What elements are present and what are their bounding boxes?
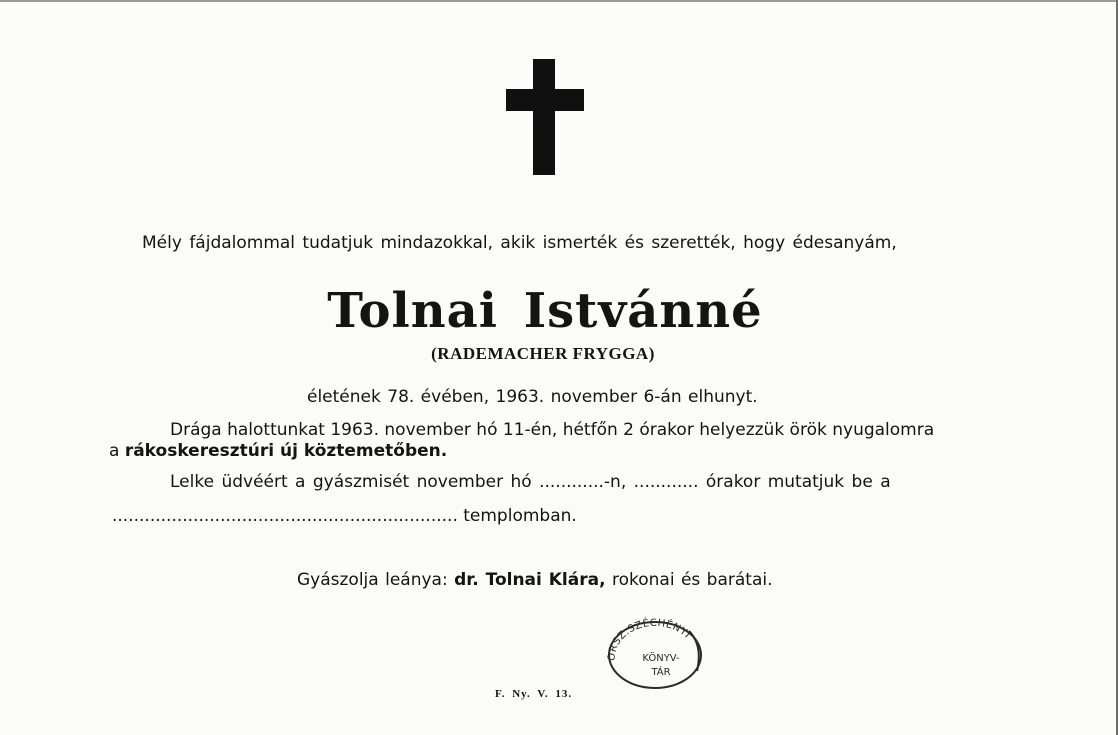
library-stamp: [603, 615, 709, 691]
maiden-name: (RADEMACHER FRYGGA): [431, 344, 655, 363]
deceased-name: Tolnai Istvánné: [327, 283, 763, 339]
stamp-arc-text: ORSZ.SZÉCHÉNYI: [606, 617, 693, 662]
stamp-line2: TÁR: [651, 667, 671, 678]
mourners-prefix: Gyászolja leánya:: [297, 570, 455, 590]
funeral-text-line1: Drága halottunkat 1963. november hó 11-én, hétfőn 2 órakor helyezzük örök nyugalomra: [170, 420, 935, 440]
intro-text: Mély fájdalommal tudatjuk mindazokkal, akik ismerték és szerették, hogy édesanyám,: [142, 233, 897, 253]
daughter-name: dr. Tolnai Klára,: [454, 570, 606, 590]
stamp-line1: KÖNYV-: [642, 653, 680, 664]
funeral-line2-prefix: a: [109, 441, 125, 461]
mass-text-line2: ................................................................ templomban.: [112, 506, 577, 526]
footer-code: F. Ny. V. 13.: [495, 688, 573, 700]
funeral-text-line2: [109, 441, 447, 461]
cross-vertical-bar: [533, 59, 555, 175]
mourners-suffix: rokonai és barátai.: [605, 570, 773, 590]
page-top-border: [0, 0, 1118, 2]
death-date-text: életének 78. évében, 1963. november 6-án elhunyt.: [307, 387, 758, 407]
mass-text-line1: Lelke üdvéért a gyászmisét november hó ............-n, ............ órakor mutatjuk be a: [170, 472, 891, 492]
cross-icon: [506, 59, 584, 175]
library-stamp-graphic: [603, 615, 709, 691]
cross-horizontal-bar: [506, 89, 584, 111]
cemetery-name: rákoskeresztúri új köztemetőben.: [124, 441, 448, 461]
mourners-text: [297, 570, 773, 590]
